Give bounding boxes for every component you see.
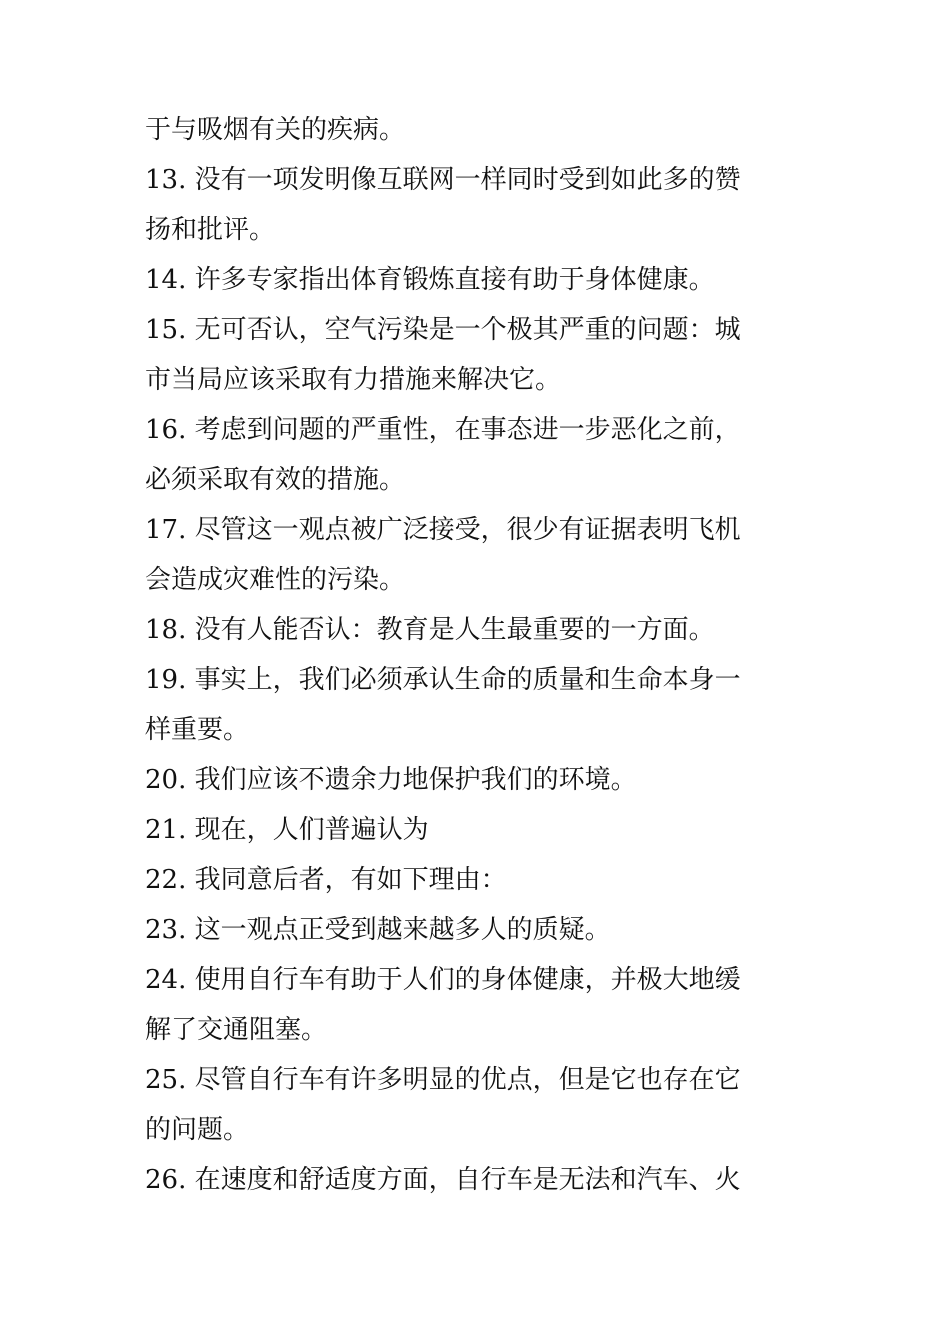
item-number: 24.	[145, 965, 187, 995]
text-line	[145, 1005, 800, 1055]
text-line	[145, 855, 800, 905]
item-number: 18.	[145, 615, 187, 645]
line-text: 现在，人们普遍认为	[194, 815, 429, 845]
item-number: 22.	[145, 865, 187, 895]
item-number: 19.	[145, 665, 187, 695]
item-number: 26.	[145, 1165, 187, 1195]
line-text: 解了交通阻塞。	[145, 1015, 328, 1045]
item-number: 20.	[145, 765, 187, 795]
line-text: 使用自行车有助于人们的身体健康，并极大地缓	[194, 965, 741, 995]
text-line	[145, 705, 800, 755]
text-line	[145, 455, 800, 505]
item-number: 13.	[145, 165, 187, 195]
text-line	[145, 255, 800, 305]
item-number: 16.	[145, 415, 187, 445]
line-text: 无可否认，空气污染是一个极其严重的问题：城	[194, 315, 741, 345]
item-number: 23.	[145, 915, 187, 945]
line-text: 市当局应该采取有力措施来解决它。	[145, 365, 562, 395]
text-line	[145, 905, 800, 955]
text-line	[145, 1105, 800, 1155]
line-text: 考虑到问题的严重性，在事态进一步恶化之前，	[194, 415, 741, 445]
line-text: 尽管自行车有许多明显的优点，但是它也存在它	[194, 1065, 741, 1095]
text-line	[145, 555, 800, 605]
line-text: 尽管这一观点被广泛接受，很少有证据表明飞机	[194, 515, 741, 545]
line-text: 扬和批评。	[145, 215, 276, 245]
line-text: 会造成灾难性的污染。	[145, 565, 406, 595]
text-line	[145, 155, 800, 205]
text-line	[145, 755, 800, 805]
line-text: 没有一项发明像互联网一样同时受到如此多的赞	[194, 165, 741, 195]
text-line	[145, 955, 800, 1005]
document-body	[145, 105, 800, 1205]
text-line	[145, 505, 800, 555]
line-text: 没有人能否认：教育是人生最重要的一方面。	[194, 615, 715, 645]
text-line	[145, 105, 800, 155]
text-line	[145, 355, 800, 405]
item-number: 15.	[145, 315, 187, 345]
text-line	[145, 1055, 800, 1105]
text-line	[145, 805, 800, 855]
text-line	[145, 655, 800, 705]
line-text: 必须采取有效的措施。	[145, 465, 406, 495]
text-line	[145, 605, 800, 655]
line-text: 我同意后者，有如下理由：	[194, 865, 507, 895]
text-line	[145, 1155, 800, 1205]
line-text: 这一观点正受到越来越多人的质疑。	[194, 915, 611, 945]
line-text: 的问题。	[145, 1115, 250, 1145]
item-number: 25.	[145, 1065, 187, 1095]
line-text: 许多专家指出体育锻炼直接有助于身体健康。	[194, 265, 715, 295]
line-text: 样重要。	[145, 715, 250, 745]
text-line	[145, 305, 800, 355]
text-line	[145, 205, 800, 255]
line-text: 于与吸烟有关的疾病。	[145, 115, 406, 145]
line-text: 在速度和舒适度方面，自行车是无法和汽车、火	[194, 1165, 741, 1195]
item-number: 21.	[145, 815, 187, 845]
item-number: 17.	[145, 515, 187, 545]
text-line	[145, 405, 800, 455]
item-number: 14.	[145, 265, 187, 295]
line-text: 我们应该不遗余力地保护我们的环境。	[194, 765, 637, 795]
line-text: 事实上，我们必须承认生命的质量和生命本身一	[194, 665, 741, 695]
